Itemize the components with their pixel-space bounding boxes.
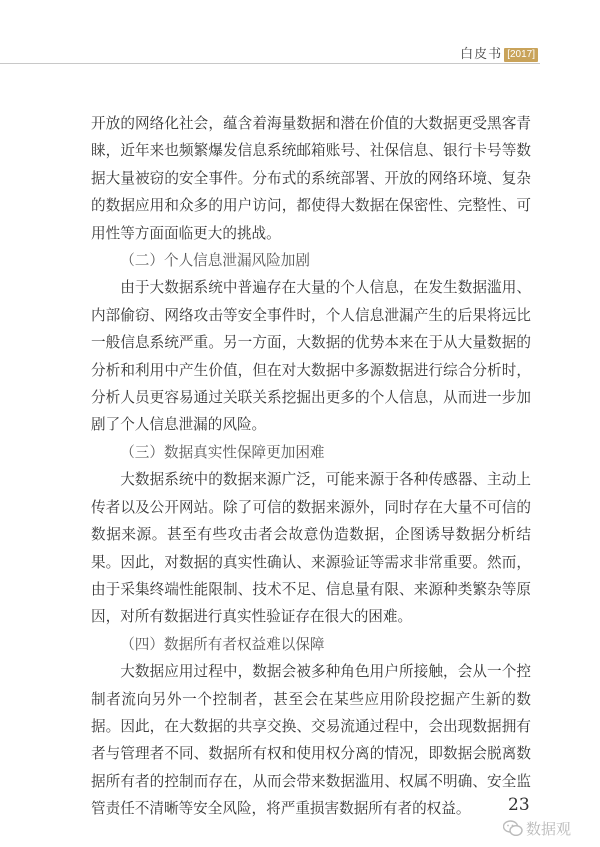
paragraph-authenticity: 大数据系统中的数据来源广泛，可能来源于各种传感器、主动上传者以及公开网站。除了可信的数据来源外，同时存在大量不可信的数据来源。甚至有些攻击者会故意伪造数据，企图诱导数据分析结果。因此，对数据的真实性确认、来源验证等需求非常重要。然而，由于采集终端性能限制、技术不足、信息量有限、来源种类繁杂等原因，对所有数据进行真实性验证存在很大的困难。 bbox=[91, 471, 531, 626]
page-body bbox=[91, 110, 531, 823]
header-title: 白皮书 bbox=[460, 47, 503, 62]
paragraph-personal-info: 由于大数据系统中普遍存在大量的个人信息，在发生数据滥用、内部偷窃、网络攻击等安全事件时，个人信息泄漏产生的后果将远比一般信息系统严重。另一方面，大数据的优势本来在于从大量数据的分析和利用中产生价值，但在对大数据中多源数据进行综合分析时，分析人员更容易通过关联关系挖掘出更多的个人信息，从而进一步加剧了个人信息泄漏的风险。 bbox=[91, 279, 531, 434]
running-header bbox=[460, 40, 538, 62]
wechat-icon bbox=[503, 820, 523, 837]
page-number: 23 bbox=[508, 795, 530, 815]
watermark-text: 数据观 bbox=[526, 820, 572, 838]
header-rule bbox=[0, 63, 540, 64]
watermark bbox=[503, 818, 571, 839]
section-heading-4: （四）数据所有者权益难以保障 bbox=[120, 635, 325, 653]
year-badge: [2017] bbox=[504, 48, 538, 62]
section-heading-3: （三）数据真实性保障更加困难 bbox=[120, 443, 325, 461]
paragraph-ownership: 大数据应用过程中，数据会被多种角色用户所接触，会从一个控制者流向另外一个控制者，甚至会在某些应用阶段挖掘产生新的数据。因此，在大数据的共享交换、交易流通过程中，会出现数据拥有者与管理者不同、数据所有权和使用权分离的情况，即数据会脱离数据所有者的控制而存在，从而会带来数据滥用、权属不明确、安全监管责任不清晰等安全风险，将严重损害数据所有者的权益。 bbox=[91, 663, 531, 818]
section-heading-2: （二）个人信息泄漏风险加剧 bbox=[120, 252, 310, 270]
paragraph-continued: 开放的网络化社会，蕴含着海量数据和潜在价值的大数据更受黑客青睐，近年来也频繁爆发信息系统邮箱账号、社保信息、银行卡号等数据大量被窃的安全事件。分布式的系统部署、开放的网络环境、复杂的数据应用和众多的用户访问，都使得大数据在保密性、完整性、可用性等方面面临更大的挑战。 bbox=[91, 115, 531, 242]
